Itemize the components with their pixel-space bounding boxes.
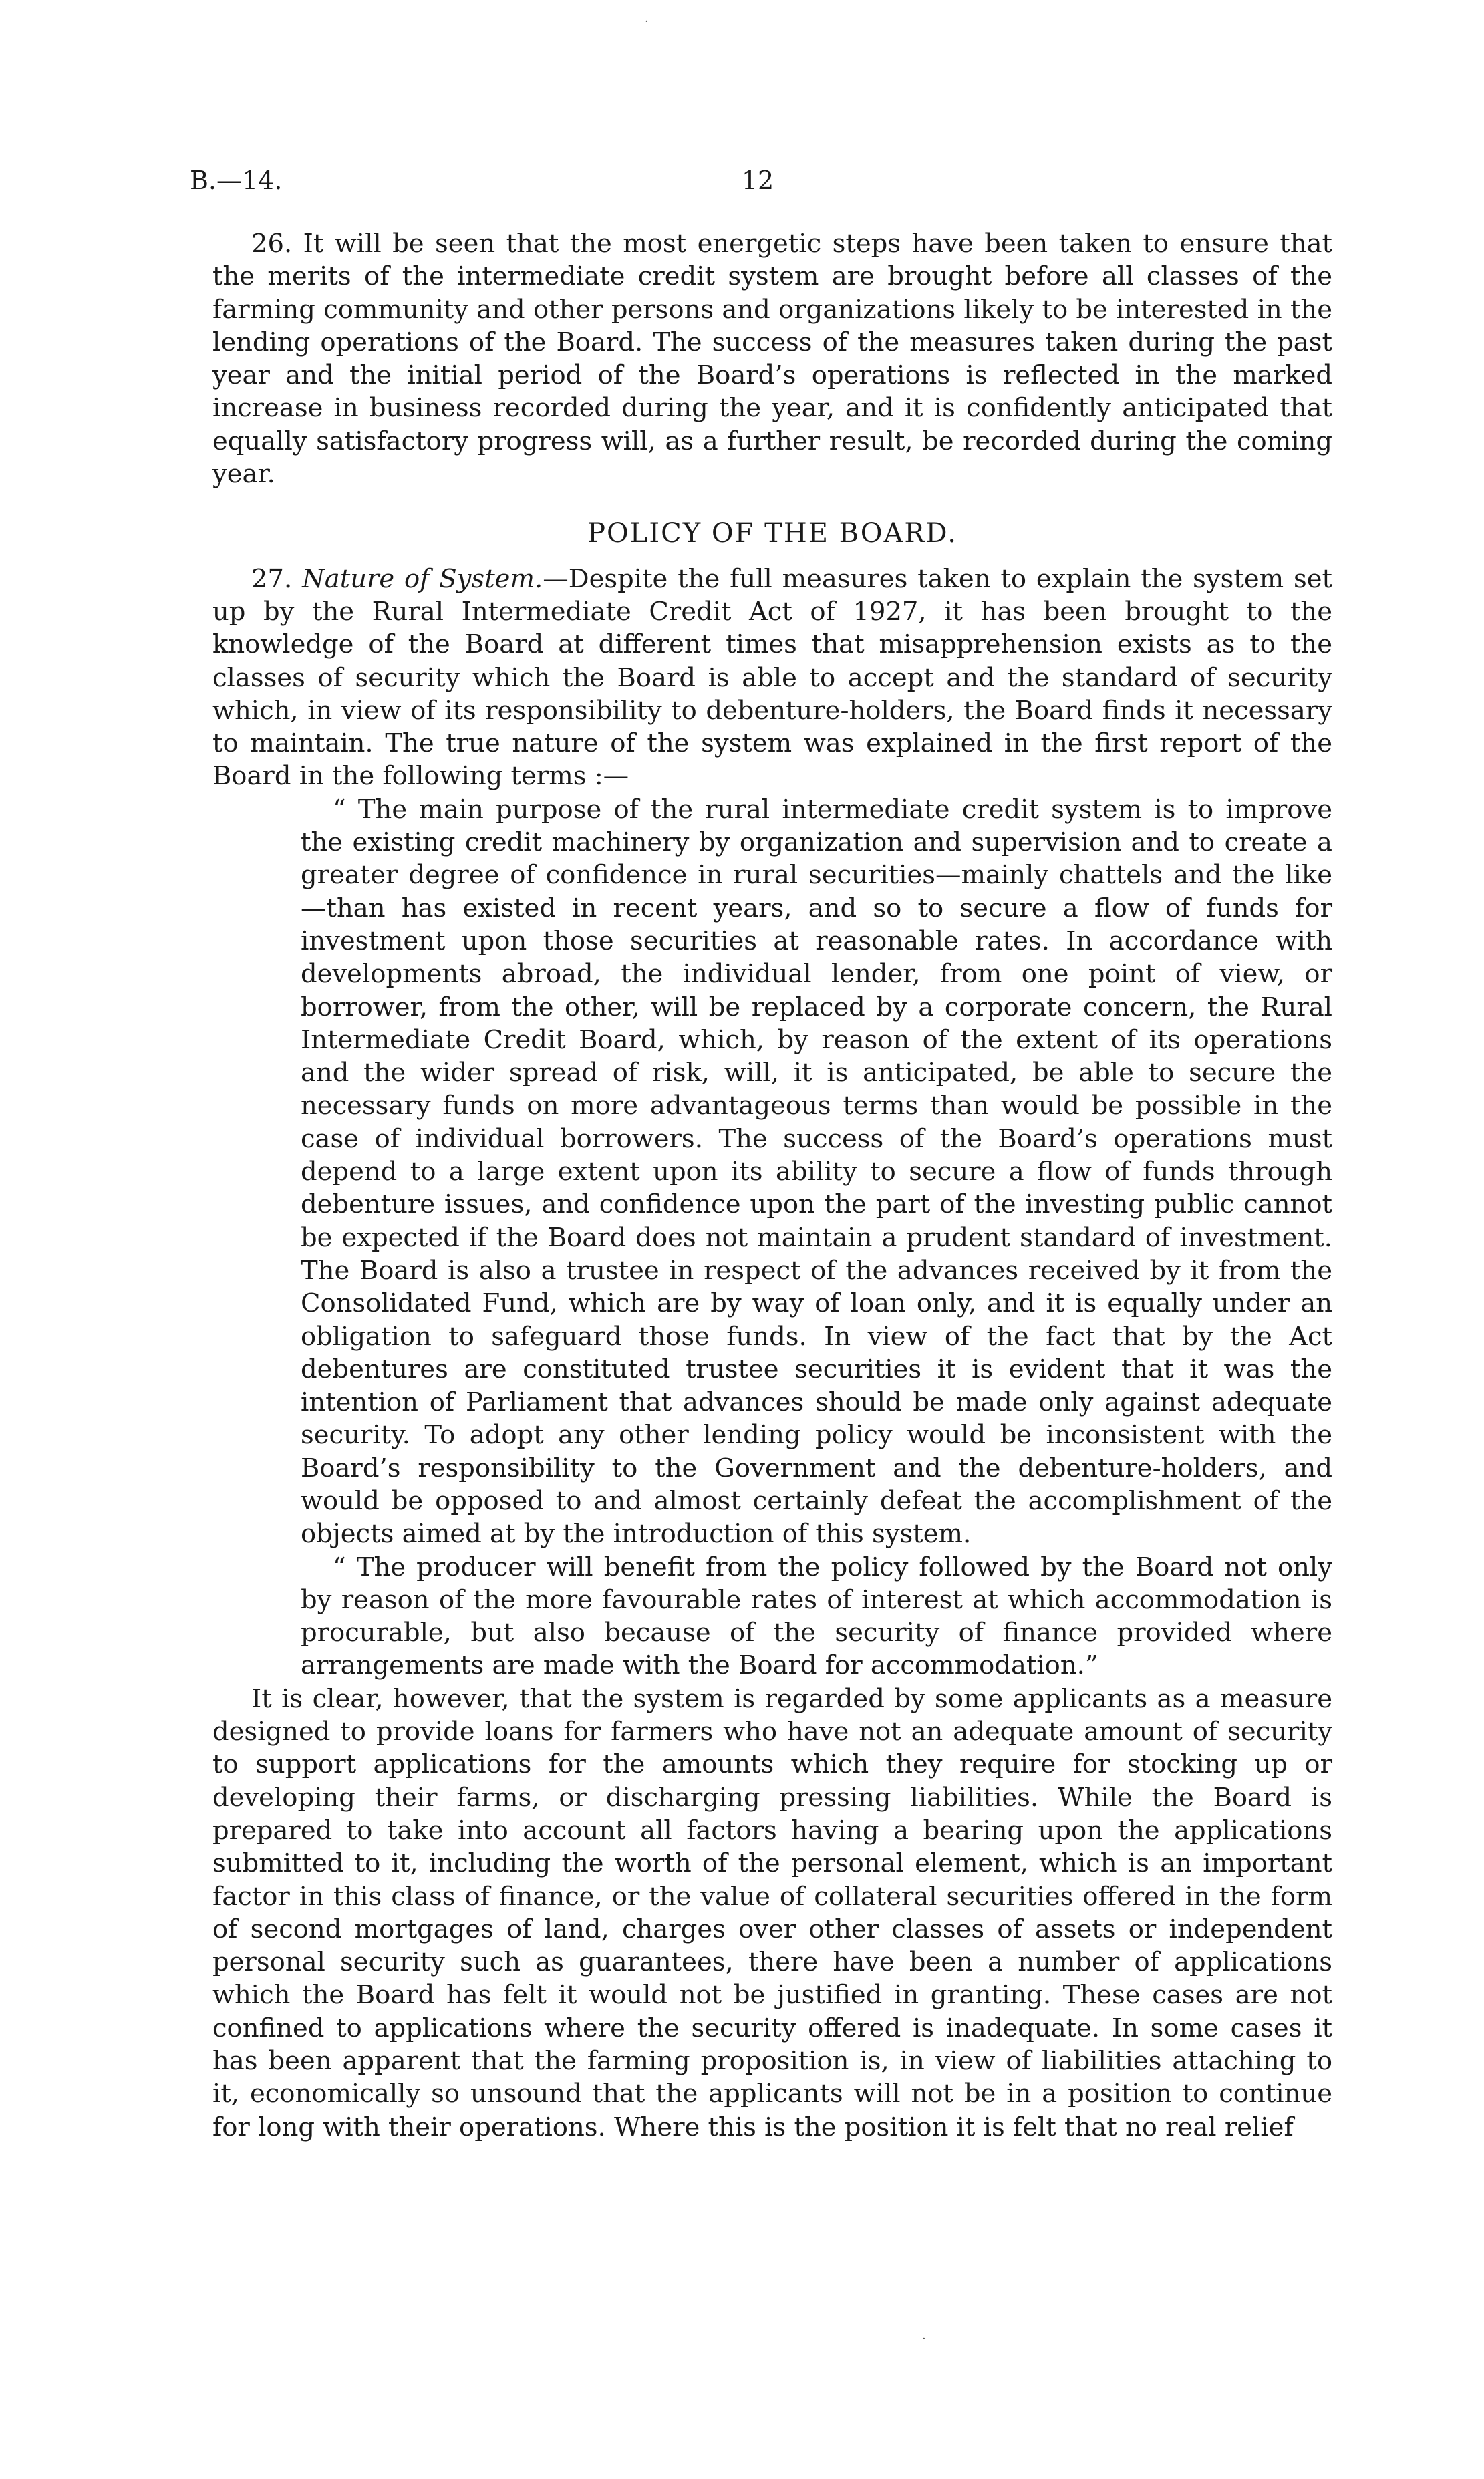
block-quote-2: “ The producer will benefit from the policy followed by the Board not only by reason of the more favourable rates of interest at which accommodation is procurable, but also because of the security of finance provided where arrangements are made with the Board for accommodation.” xyxy=(301,1552,1332,1681)
paragraph-27 xyxy=(212,563,1332,793)
section-heading: POLICY OF THE BOARD. xyxy=(587,518,957,549)
page-number: 12 xyxy=(741,166,774,195)
scan-speck-top: · xyxy=(645,15,649,29)
document-code: B.—14. xyxy=(190,166,283,195)
scan-speck-bottom: · xyxy=(922,2332,926,2346)
block-quote-1: “ The main purpose of the rural intermediate credit system is to improve the existing credit machinery by organization and supervision and to create a greater degree of confidence in rural securities—mainly chattels and the like—than has existed in recent years, and so to secure a flow of funds for investment upon those securities at reasonable rates. In accordance with developments abroad, the individual lender, from one point of view, or borrower, from the other, will be replaced by a corporate concern, the Rural Intermediate Credit Board, which, by reason of the extent of its operations and the wider spread of risk, will, it is anticipated, be able to secure the necessary funds on more advantageous terms than would be possible in the case of individual borrowers. The success of the Board’s operations must depend to a large extent upon its ability to secure a flow of funds through debenture issues, and confidence upon the part of the investing public cannot be expected if the Board does not maintain a prudent standard of investment. The Board is also a trustee in respect of the advances received by it from the Consolidated Fund, which are by way of loan only, and it is equally under an obligation to safeguard those funds. In view of the fact that by the Act debentures are constituted trustee securities it is evident that it was the intention of Parliament that advances should be made only against adequate security. To adopt any other lending policy would be inconsistent with the Board’s responsibility to the Government and the debenture-holders, and would be opposed to and almost certainly defeat the accomplishment of the objects aimed at by the introduction of this system. xyxy=(301,794,1332,1550)
body-text xyxy=(212,227,1332,2144)
paragraph-26: 26. It will be seen that the most energetic steps have been taken to ensure that the merits of the intermediate credit system are brought before all classes of the farming community and other persons and organizations likely to be interested in the lending operations of the Board. The success of the measures taken during the past year and the initial period of the Board’s operations is reflected in the marked increase in business recorded during the year, and it is confidently anticipated that equally satisfactory progress will, as a further result, be recorded during the coming year. xyxy=(212,229,1332,490)
page-header xyxy=(190,166,1326,206)
paragraph-27-text: —Despite the full measures taken to explain the system set up by the Rural Intermediate Credit Act of 1927, it has been brought to the knowledge of the Board at different times that misapprehension exists as to the classes of security which the Board is able to accept and the standard of security which, in view of its responsibility to debenture-holders, the Board finds it necessary to maintain. The true nature of the system was explained in the first report of the Board in the following terms :— xyxy=(212,563,1333,792)
paragraph-27-title: Nature of System. xyxy=(302,563,543,594)
paragraph-final: It is clear, however, that the system is regarded by some applicants as a measure designed to provide loans for farmers who have not an adequate amount of security to support applications for the amounts which they require for stocking up or developing their farms, or discharging pressing liabilities. While the Board is prepared to take into account all factors having a bearing upon the applications submitted to it, including the worth of the personal element, which is an important factor in this class of finance, or the value of collateral securities offered in the form of second mortgages of land, charges over other classes of assets or independent personal security such as guarantees, there have been a number of applications which the Board has felt it would not be justified in granting. These cases are not confined to applications where the security offered is inadequate. In some cases it has been apparent that the farming proposition is, in view of liabilities attaching to it, economically so unsound that the applicants will not be in a position to continue for long with their operations. Where this is the position it is felt that no real relief xyxy=(212,1683,1332,2142)
paragraph-27-number: 27. xyxy=(251,563,293,594)
